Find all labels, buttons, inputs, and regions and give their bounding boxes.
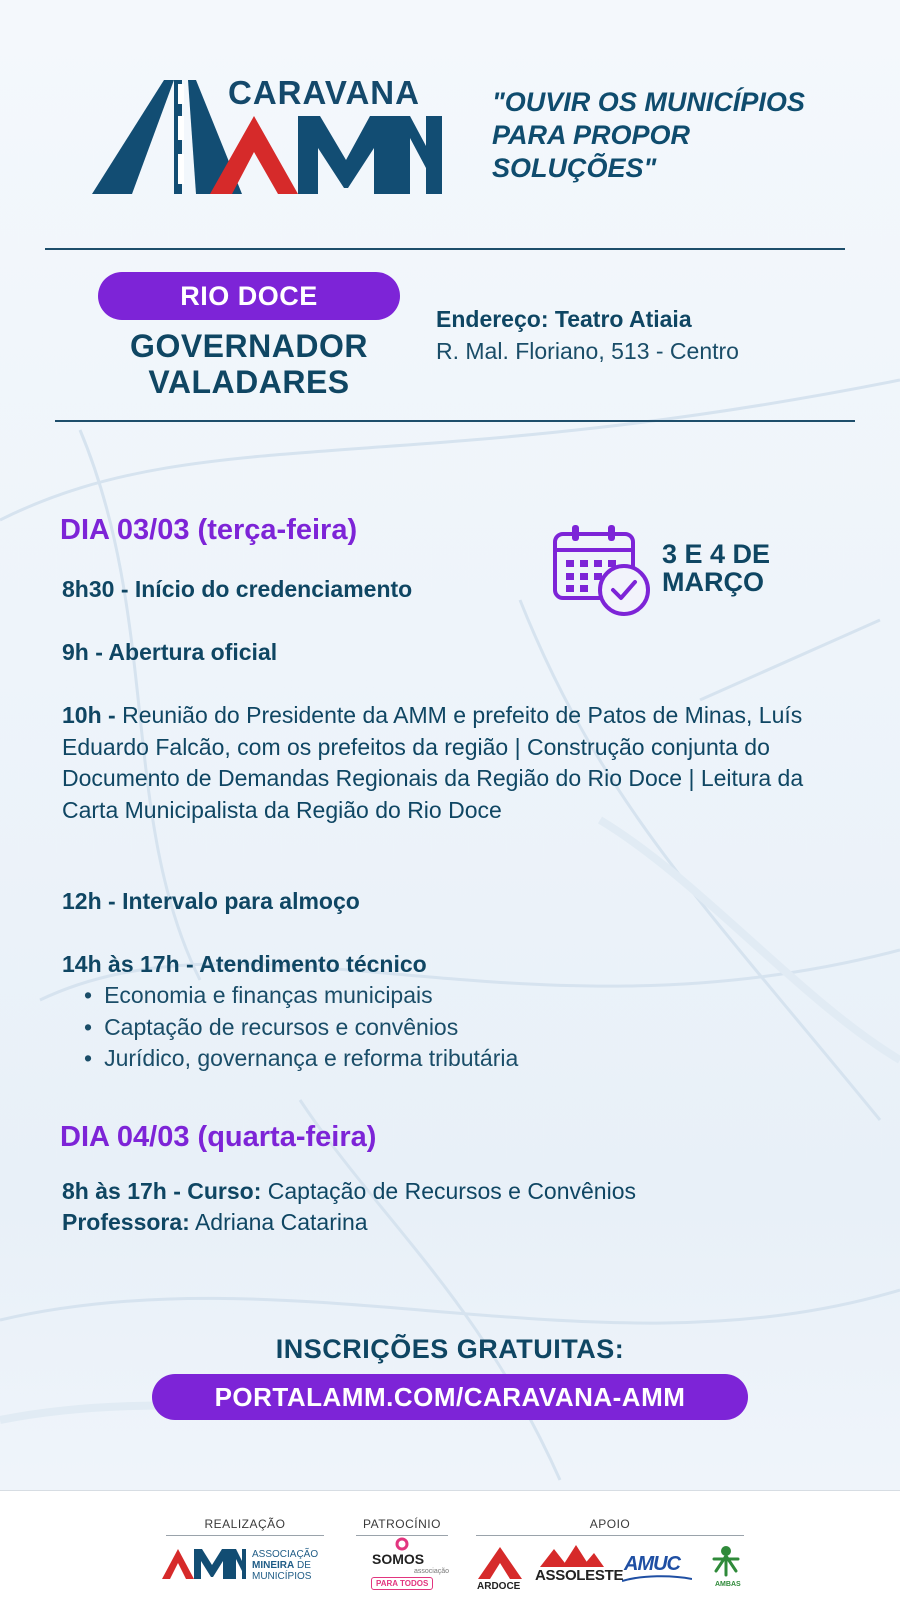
- realizacao-line: [166, 1535, 324, 1536]
- city-line2: VALADARES: [148, 364, 350, 400]
- course-line: 8h às 17h - Curso: Captação de Recursos e Convênios: [62, 1178, 636, 1204]
- apoio-label: APOIO: [589, 1517, 631, 1531]
- schedule-item: 8h30 - Início do credenciamento: [62, 576, 413, 602]
- city-name: [98, 328, 400, 400]
- list-item: • Captação de recursos e convênios: [84, 1012, 518, 1044]
- schedule-item: 9h - Abertura oficial: [62, 639, 278, 665]
- city-line1: GOVERNADOR: [130, 328, 368, 364]
- ambas-logo-icon: [708, 1541, 744, 1577]
- ardoce-logo-icon: [478, 1547, 522, 1579]
- list-item: • Economia e finanças municipais: [84, 980, 518, 1012]
- day1-title: DIA 03/03 (terça-feira): [60, 514, 358, 546]
- logo-caravana-text: CARAVANA: [228, 74, 420, 111]
- assoleste-logo-icon: [540, 1545, 604, 1567]
- ardoce-text: ARDOCE: [477, 1581, 521, 1592]
- realizacao-label: REALIZAÇÃO: [204, 1517, 286, 1531]
- registration-title: INSCRIÇÕES GRATUITAS:: [275, 1334, 625, 1364]
- calendar-check-icon: [552, 522, 652, 618]
- registration-link[interactable]: PORTALAMM.COM/CARAVANA-AMM: [152, 1374, 748, 1420]
- amm-logo: [162, 1547, 246, 1579]
- para-todos-badge: PARA TODOS: [371, 1577, 433, 1590]
- dates-line2: MARÇO: [662, 567, 764, 597]
- location-divider: [55, 420, 855, 422]
- day2-title: DIA 04/03 (quarta-feira): [60, 1121, 377, 1153]
- event-dates: [662, 540, 862, 596]
- footer-sponsors: [0, 1490, 900, 1601]
- somos-ring-icon: [395, 1537, 409, 1551]
- assoleste-text: ASSOLESTE: [535, 1567, 624, 1584]
- schedule-item: 12h - Intervalo para almoço: [62, 888, 360, 914]
- amuc-text: AMUC: [624, 1553, 680, 1575]
- somos-sub-text: associação: [414, 1568, 450, 1575]
- technical-topics-list: [84, 980, 518, 1075]
- ambas-text: AMBAS: [715, 1581, 741, 1588]
- region-pill: RIO DOCE: [98, 272, 400, 320]
- list-item: • Jurídico, governança e reforma tributária: [84, 1043, 518, 1075]
- dates-line1: 3 E 4 DE: [662, 539, 771, 569]
- top-divider: [45, 248, 845, 250]
- schedule-item: 10h - Reunião do Presidente da AMM e prefeito de Patos de Minas, Luís Eduardo Falcão, com os prefeitos da região | Construção conjunta do Documento de Demandas Regionais da Região do Rio Doce | Leitura da Carta Municipalista da Região do Rio Doce: [62, 702, 804, 823]
- apoio-line: [476, 1535, 744, 1536]
- slogan: "OUVIR OS MUNICÍPIOS PARA PROPOR SOLUÇÕES": [492, 87, 805, 183]
- somos-logo-text: SOMOS: [372, 1551, 425, 1567]
- patrocinio-line: [356, 1535, 448, 1536]
- teacher-line: Professora: Adriana Catarina: [62, 1209, 368, 1235]
- address-line: R. Mal. Floriano, 513 - Centro: [436, 338, 739, 364]
- amm-full-name: ASSOCIAÇÃO MINEIRA DE MUNICÍPIOS: [252, 1549, 319, 1582]
- amuc-swoosh-icon: [622, 1575, 692, 1583]
- address-title: Endereço: Teatro Atiaia: [436, 306, 692, 332]
- schedule-item: 14h às 17h - Atendimento técnico: [62, 951, 427, 977]
- patrocinio-label: PATROCÍNIO: [363, 1517, 441, 1531]
